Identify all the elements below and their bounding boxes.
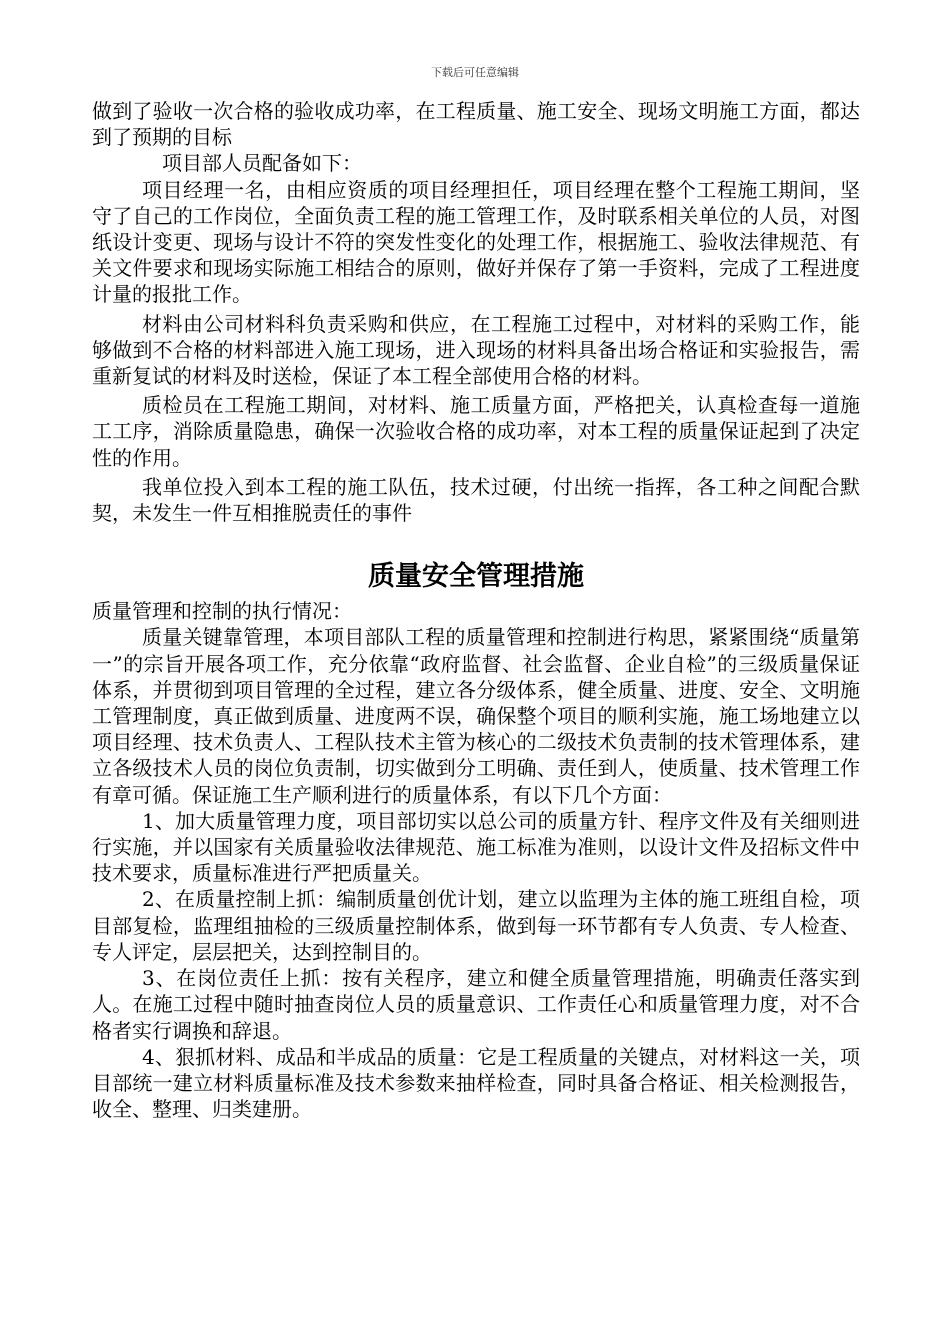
list-item-2: 2、在质量控制上抓：编制质量创优计划，建立以监理为主体的施工班组自检，项目部复检，监理组抽检的三级质量控制体系，做到每一环节都有专人负责、专人检查、专人评定，层层把关，达到控制目的。 (92, 887, 860, 964)
paragraph-project-manager: 项目经理一名，由相应资质的项目经理担任，项目经理在整个工程施工期间，坚守了自己的工作岗位，全面负责工程的施工管理工作，及时联系相关单位的人员，对图纸设计变更、现场与设计不符的突发性变化的处理工作，根据施工、验收法律规范、有关文件要求和现场实际施工相结合的原则，做好并保存了第一手资料，完成了工程进度计量的报批工作。 (92, 177, 860, 307)
list-item-4: 4、狠抓材料、成品和半成品的质量：它是工程质量的关键点，对材料这一关，项目部统一建立材料质量标准及技术参数来抽样检查，同时具备合格证、相关检测报告，收全、整理、归类建册。 (92, 1044, 860, 1122)
section-subtitle: 质量管理和控制的执行情况： (92, 599, 352, 624)
paragraph-inspector: 质检员在工程施工期间，对材料、施工质量方面，严格把关，认真检查每一道施工工序，消除质量隐患，确保一次验收合格的成功率，对本工程的质量保证起到了决定性的作用。 (92, 393, 860, 470)
paragraph-intro: 做到了验收一次合格的验收成功率，在工程质量、施工安全、现场文明施工方面，都达到了预期的目标 (92, 99, 860, 150)
paragraph-materials: 材料由公司材料科负责采购和供应，在工程施工过程中，对材料的采购工作，能够做到不合格的材料部进入施工现场，进入现场的材料具备出场合格证和实验报告，需重新复试的材料及时送检，保证了本工程全部使用合格的材料。 (92, 311, 860, 389)
section-title: 质量安全管理措施 (368, 561, 584, 593)
paragraph-quality-overview: 质量关键靠管理，本项目部队工程的质量管理和控制进行构思，紧紧围绕“质量第一”的宗旨开展各项工作，充分依靠“政府监督、社会监督、企业自检”的三级质量保证体系，并贯彻到项目管理的全过程，建立各分级体系，健全质量、进度、安全、文明施工管理制度，真正做到质量、进度两不误，确保整个项目的顺利实施，施工场地建立以项目经理、技术负责人、工程队技术主管为核心的二级技术负责制的技术管理体系，建立各级技术人员的岗位负责制，切实做到分工明确、责任到人，使质量、技术管理工作有章可循。保证施工生产顺利进行的质量体系，有以下几个方面： (92, 625, 860, 807)
list-item-1: 1、加大质量管理力度，项目部切实以总公司的质量方针、程序文件及有关细则进行实施，并以国家有关质量验收法律规范、施工标准为准则，以设计文件及招标文件中技术要求，质量标准进行严把质量关。 (92, 808, 860, 886)
list-item-3: 3、在岗位责任上抓：按有关程序，建立和健全质量管理措施，明确责任落实到人。在施工过程中随时抽查岗位人员的质量意识、工作责任心和质量管理力度，对不合格者实行调换和辞退。 (92, 966, 860, 1043)
page-header: 下载后可任意编辑 (431, 66, 519, 79)
paragraph-team: 我单位投入到本工程的施工队伍，技术过硬，付出统一指挥，各工种之间配合默契，未发生一件互相推脱责任的事件 (92, 474, 860, 526)
document-body (92, 98, 860, 1122)
paragraph-staffing-heading: 项目部人员配备如下： (162, 151, 362, 176)
